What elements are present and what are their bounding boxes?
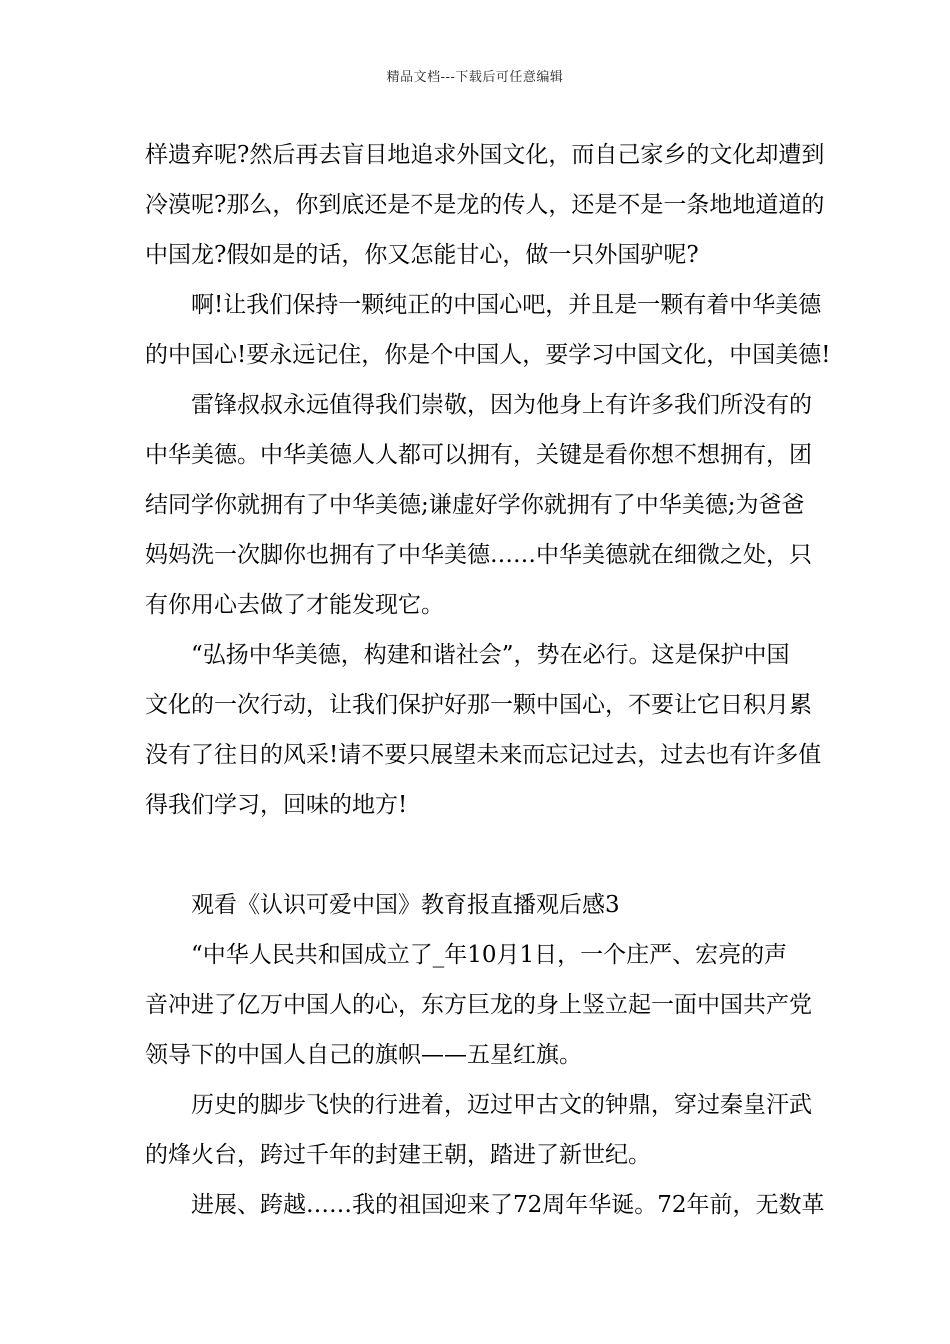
section-gap bbox=[145, 830, 815, 880]
text-line-12: 文化的一次行动，让我们保护好那一颗中国心，不要让它日积月累 bbox=[145, 692, 812, 718]
text-line-5: 的中国心!要永远记住，你是个中国人，要学习中国文化，中国美德! bbox=[145, 342, 831, 368]
text-line-13: 没有了往日的风采!请不要只展望未来而忘记过去，过去也有许多值 bbox=[145, 742, 822, 768]
section-title: 观看《认识可爱中国》教育报直播观后感3 bbox=[191, 892, 620, 918]
text-line-4: 啊!让我们保持一颗纯正的中国心吧，并且是一颗有着中华美德 bbox=[191, 292, 822, 318]
text-line-19: 历史的脚步飞快的行进着，迈过甲古文的钟鼎，穿过秦皇汗武 bbox=[191, 1092, 812, 1118]
document-body bbox=[145, 130, 831, 1230]
text-line-8: 结同学你就拥有了中华美德;谦虚好学你就拥有了中华美德;为爸爸 bbox=[145, 492, 805, 518]
text-line-2: 冷漠呢?那么，你到底还是不是龙的传人，还是不是一条地地道道的 bbox=[145, 192, 825, 218]
text-line-1: 样遗弃呢?然后再去盲目地追求外国文化，而自己家乡的文化却遭到 bbox=[145, 142, 825, 168]
text-line-10: 有你用心去做了才能发现它。 bbox=[145, 592, 444, 618]
text-line-3: 中国龙?假如是的话，你又怎能甘心，做一只外国驴呢? bbox=[145, 242, 699, 268]
text-line-16: “中华人民共和国成立了_年10月1日，一个庄严、宏亮的声 bbox=[191, 942, 788, 968]
text-line-17: 音冲进了亿万中国人的心，东方巨龙的身上竖立起一面中国共产党 bbox=[145, 992, 812, 1018]
text-line-7: 中华美德。中华美德人人都可以拥有，关键是看你想不想拥有，团 bbox=[145, 442, 812, 468]
page-header: 精品文档---下载后可任意编辑 bbox=[386, 70, 564, 85]
text-line-9: 妈妈洗一次脚你也拥有了中华美德……中华美德就在细微之处，只 bbox=[145, 542, 812, 568]
text-line-11: “弘扬中华美德，构建和谐社会”，势在必行。这是保护中国 bbox=[191, 642, 790, 668]
text-line-21: 进展、跨越……我的祖国迎来了72周年华诞。72年前，无数革 bbox=[191, 1192, 825, 1218]
text-line-14: 得我们学习，回味的地方! bbox=[145, 792, 408, 818]
text-line-20: 的烽火台，跨过千年的封建王朝，踏进了新世纪。 bbox=[145, 1142, 651, 1168]
text-line-6: 雷锋叔叔永远值得我们崇敬，因为他身上有许多我们所没有的 bbox=[191, 392, 812, 418]
text-line-18: 领导下的中国人自己的旗帜——五星红旗。 bbox=[145, 1042, 582, 1068]
